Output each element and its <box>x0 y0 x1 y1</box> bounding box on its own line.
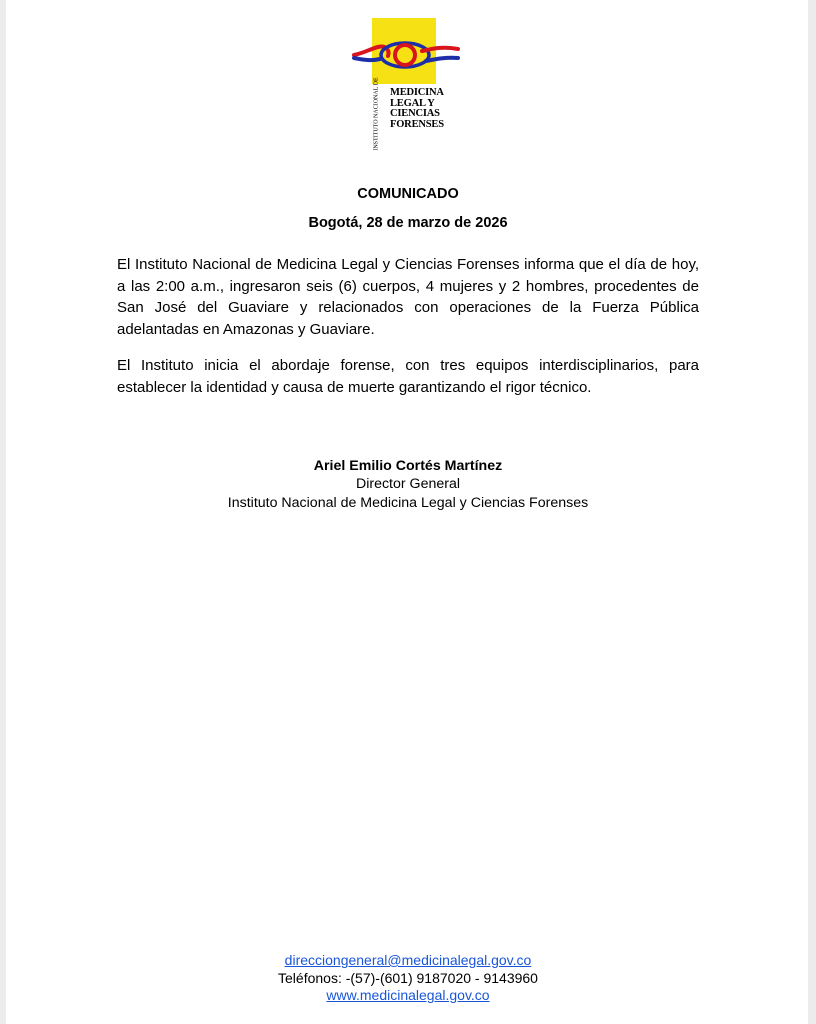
footer-phones: Teléfonos: -(57)-(601) 9187020 - 9143960 <box>278 970 538 986</box>
logo-name-line: LEGAL Y <box>390 97 435 109</box>
signatory-role: Director General <box>355 476 461 492</box>
footer-website-row <box>0 986 816 1004</box>
eye-emblem-icon <box>352 34 460 74</box>
body-paragraph: El Instituto Nacional de Medicina Legal y Ciencias Forenses informa que el día de hoy, a las 2:00 a.m., ingresaron seis (6) cuerpos, 4 mujeres y 2 hombres, procedentes de San José del Guaviare y relacionados con operaciones de la Fuerza Pública adelantadas en Amazonas y Guaviare. <box>117 256 699 339</box>
document-date: Bogotá, 28 de marzo de 2026 <box>308 215 508 231</box>
logo-name-line: CIENCIAS <box>390 108 440 119</box>
signatory-name: Ariel Emilio Cortés Martínez <box>313 458 503 474</box>
footer-email-row <box>0 951 816 969</box>
website-link[interactable]: www.medicinalegal.gov.co <box>326 987 490 1003</box>
logo-vertical-text: INSTITUTO NACIONAL DE <box>373 77 380 151</box>
email-link[interactable]: direcciongeneral@medicinalegal.gov.co <box>284 952 532 968</box>
document-title: COMUNICADO <box>357 186 459 202</box>
signatory-organization: Instituto Nacional de Medicina Legal y Ciencias Forenses <box>227 495 589 511</box>
logo-name-line: FORENSES <box>390 118 444 130</box>
logo-wordmark <box>390 88 460 130</box>
institution-logo <box>352 16 460 151</box>
body-paragraph: El Instituto inicia el abordaje forense, con tres equipos interdisciplinarios, para establecer la identidad y causa de muerte garantizando el rigor técnico. <box>117 357 699 396</box>
logo-vertical-caption <box>366 77 388 151</box>
logo-name-line: MEDICINA <box>390 87 444 98</box>
